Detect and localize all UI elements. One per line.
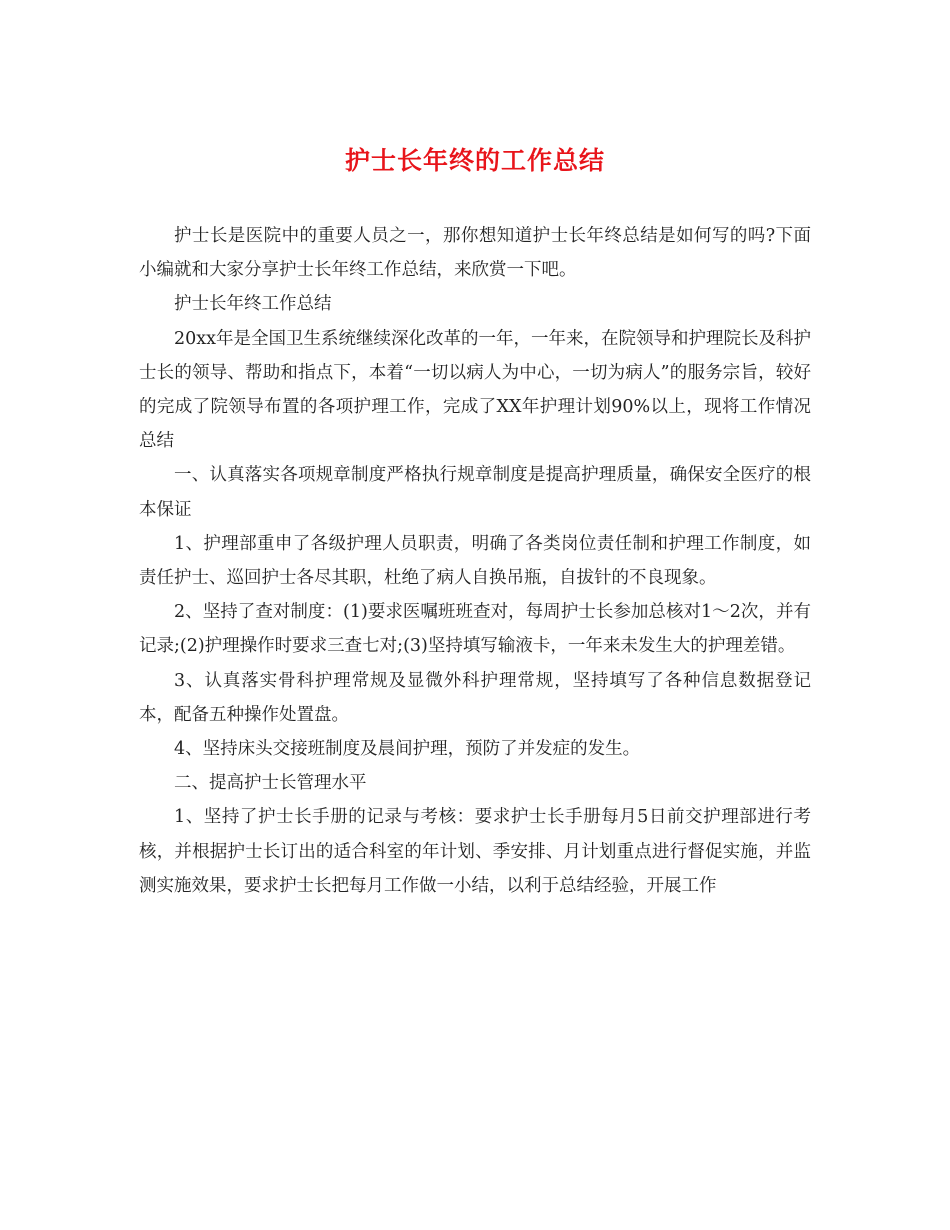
paragraph-subtitle: 护士长年终工作总结 [174, 294, 332, 315]
paragraph-intro: 护士长是医院中的重要人员之一，那你想知道护士长年终总结是如何写的吗?下面小编就和大家分享护士长年终工作总结，来欣赏一下吧。 [139, 226, 811, 281]
document-title: 护士长年终的工作总结 [344, 146, 605, 175]
paragraph-item-1-1: 1、护理部重申了各级护理人员职责，明确了各类岗位责任制和护理工作制度，如责任护士、巡回护士各尽其职，杜绝了病人自换吊瓶，自拔针的不良现象。 [139, 533, 811, 589]
section-heading-1: 一、认真落实各项规章制度严格执行规章制度是提高护理质量，确保安全医疗的根本保证 [139, 465, 811, 520]
document-body [139, 219, 811, 903]
paragraph-item-1-2: 2、坚持了查对制度：(1)要求医嘱班班查对，每周护士长参加总核对1～2次，并有记录;(2)护理操作时要求三查七对;(3)坚持填写输液卡，一年来未发生大的护理差错。 [139, 602, 811, 657]
paragraph-item-1-3: 3、认真落实骨科护理常规及显微外科护理常规，坚持填写了各种信息数据登记本，配备五种操作处置盘。 [139, 670, 811, 725]
paragraph-item-2-1: 1、坚持了护士长手册的记录与考核：要求护士长手册每月5日前交护理部进行考核，并根据护士长订出的适合科室的年计划、季安排、月计划重点进行督促实施，并监测实施效果，要求护士长把每月工作做一小结，以利于总结经验，开展工作 [139, 807, 811, 896]
paragraph-item-1-4: 4、坚持床头交接班制度及晨间护理，预防了并发症的发生。 [174, 739, 641, 760]
section-heading-2: 二、提高护士长管理水平 [174, 773, 367, 794]
paragraph-overview: 20xx年是全国卫生系统继续深化改革的一年，一年来，在院领导和护理院长及科护士长的领导、帮助和指点下，本着“一切以病人为中心，一切为病人”的服务宗旨，较好的完成了院领导布置的各项护理工作，完成了XX年护理计划90%以上，现将工作情况总结 [139, 328, 812, 452]
